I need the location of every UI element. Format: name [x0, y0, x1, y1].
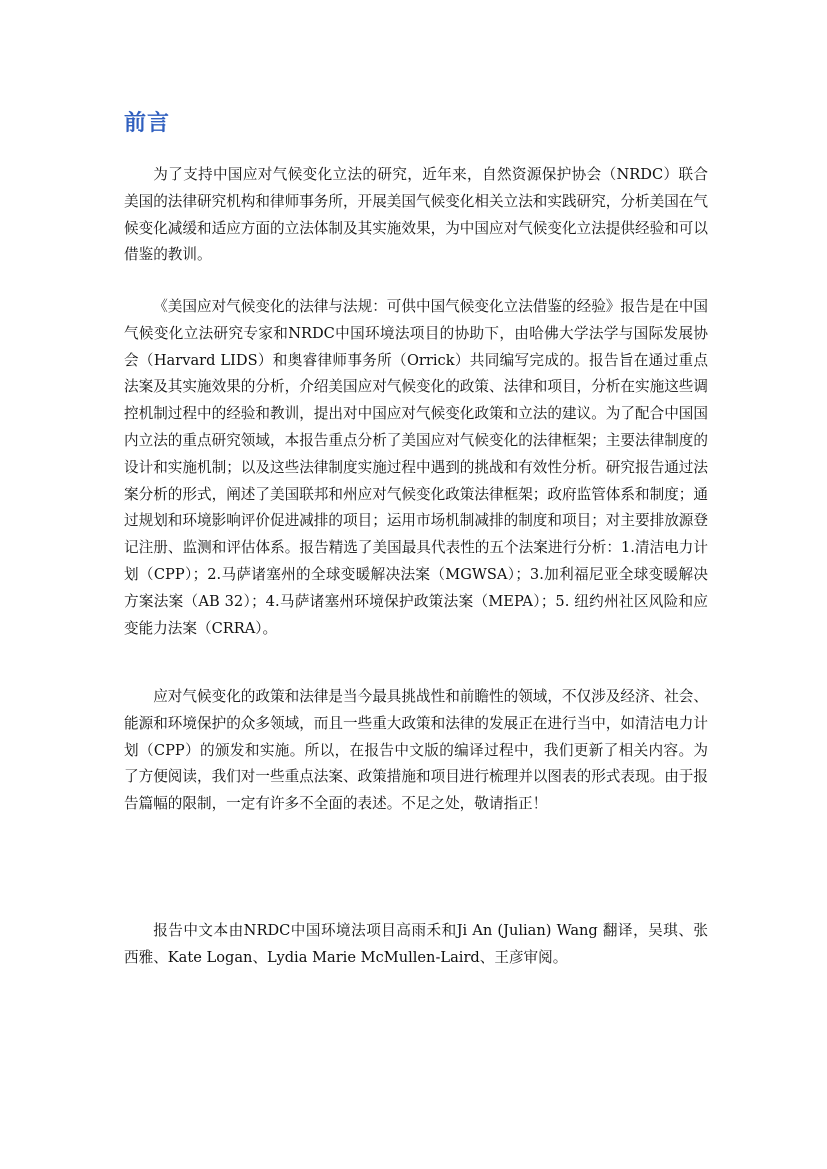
page-heading: 前言 — [124, 111, 171, 136]
intro-paragraph-1: 为了支持中国应对气候变化立法的研究，近年来，自然资源保护协会（NRDC）联合美国的法律研究机构和律师事务所，开展美国气候变化相关立法和实践研究，分析美国在气候变化减缓和适应方面的立法体制及其实施效果，为中国应对气候变化立法提供经验和可以借鉴的教训。 — [124, 166, 708, 264]
intro-paragraph-3: 应对气候变化的政策和法律是当今最具挑战性和前瞻性的领域，不仅涉及经济、社会、能源和环境保护的众多领域，而且一些重大政策和法律的发展正在进行当中，如清洁电力计划（CPP）的颁发和实施。所以，在报告中文版的编译过程中，我们更新了相关内容。为了方便阅读，我们对一些重点法案、政策措施和项目进行梳理并以图表的形式表现。由于报告篇幅的限制，一定有许多不全面的表述。不足之处，敬请指正！ — [124, 688, 708, 813]
intro-paragraph-2: 《美国应对气候变化的法律与法规：可供中国气候变化立法借鉴的经验》报告是在中国气候变化立法研究专家和NRDC中国环境法项目的协助下，由哈佛大学法学与国际发展协会（Harvard LIDS）和奥睿律师事务所（Orrick）共同编写完成的。报告旨在通过重点法案及其实施效果的分析，介绍美国应对气候变化的政策、法律和项目，分析在实施这些调控机制过程中的经验和教训，提出对中国应对气候变化政策和立法的建议。为了配合中国国内立法的重点研究领域，本报告重点分析了美国应对气候变化的法律框架；主要法律制度的设计和实施机制；以及这些法律制度实施过程中遇到的挑战和有效性分析。研究报告通过法案分析的形式，阐述了美国联邦和州应对气候变化政策法律框架；政府监管体系和制度；通过规划和环境影响评价促进减排的项目；运用市场机制减排的制度和项目；对主要排放源登记注册、监测和评估体系。报告精选了美国最具代表性的五个法案进行分析：1.清洁电力计划（CPP）；2.马萨诸塞州的全球变暖解决法案（MGWSA）；3.加利福尼亚全球变暖解决方案法案（AB 32）；4.马萨诸塞州环境保护政策法案（MEPA）；5. 纽约州社区风险和应变能力法案（CRRA）。 — [124, 298, 708, 637]
translation-credits: 报告中文本由NRDC中国环境法项目高雨禾和Ji An (Julian) Wang 翻译，吴琪、张西雅、Kate Logan、Lydia Marie McMullen-Laird、王彦审阅。 — [124, 922, 708, 966]
